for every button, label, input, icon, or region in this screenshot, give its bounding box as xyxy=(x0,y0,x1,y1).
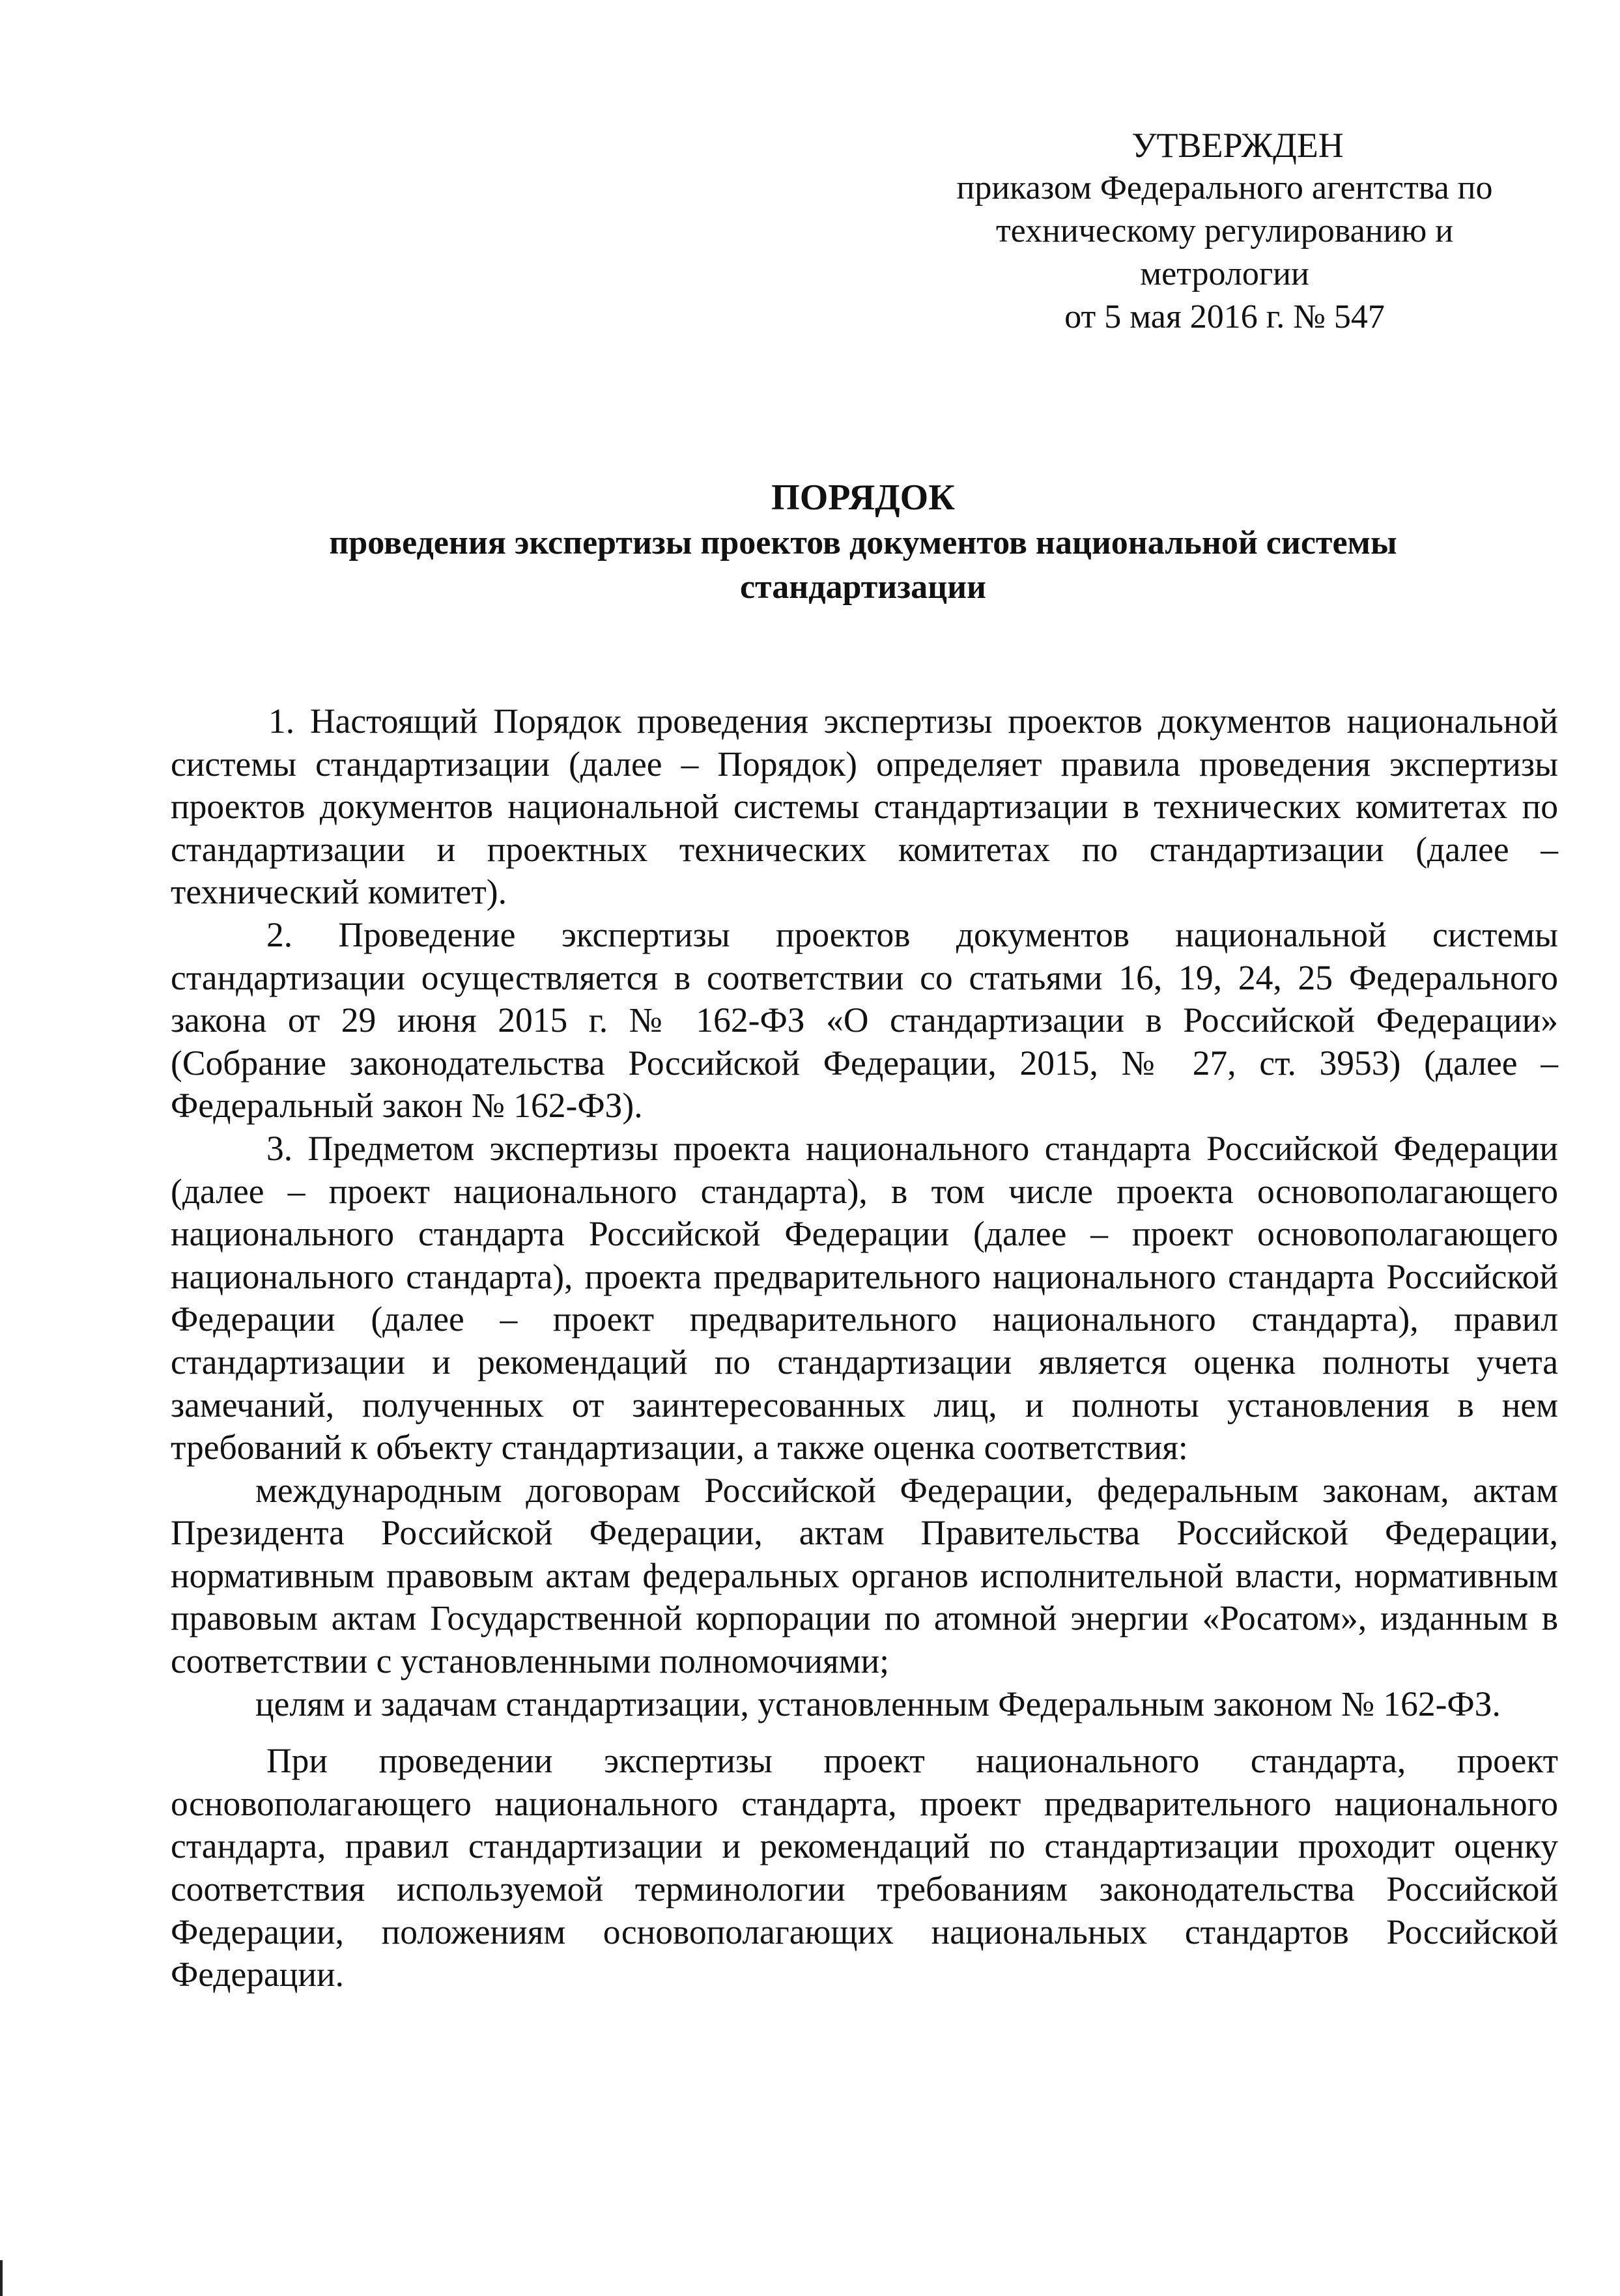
page-subtitle-line: стандартизации xyxy=(739,569,987,606)
paragraph-4: При проведении экспертизы проект национального стандарта, проект основополагающего национального стандарта, проект предварительного национального стандарта, правил стандартизации и рекомендаций по стандартизации проходит оценку соответствия используемой терминологии требованиям законодательства Российской Федерации, положениям основополагающих национальных стандартов Российской Федерации. xyxy=(171,1741,1558,1994)
paragraph-3-item-1: международным договорам Российской Федерации, федеральным законам, актам Президента Российской Федерации, актам Правительства Российской Федерации, нормативным правовым актам федеральных органов исполнительной власти, нормативным правовым актам Государственной корпорации по атомной энергии «Росатом», изданным в соответствии с установленными полномочиями; xyxy=(171,1470,1558,1681)
paragraph-2: 2. Проведение экспертизы проектов документов национальной системы стандартизации осуществляется в соответствии со статьями 16, 19, 24, 25 Федерального закона от 29 июня 2015 г. № 162-ФЗ «О стандартизации в Российской Федерации» (Собрание законодательства Российской Федерации, 2015, № 27, ст. 3953) (далее – Федеральный закон № 162-ФЗ). xyxy=(171,914,1558,1126)
paragraph-3: 3. Предметом экспертизы проекта национального стандарта Российской Федерации (далее – проект национального стандарта), в том числе проекта основополагающего национального стандарта Российской Федерации (далее – проект основополагающего национального стандарта), проекта предварительного национального стандарта Российской Федерации (далее – проект предварительного национального стандарта), правил стандартизации и рекомендаций по стандартизации является оценка полноты учета замечаний, полученных от заинтересованных лиц, и полноты установления в нем требований к объекту стандартизации, а также оценка соответствия: xyxy=(171,1128,1558,1467)
approval-line: техническому регулированию и xyxy=(995,212,1454,249)
scan-edge-mark xyxy=(0,2260,3,2296)
document-body xyxy=(171,700,1558,1996)
approval-stamp xyxy=(847,124,1602,339)
paragraph-1: 1. Настоящий Порядок проведения экспертизы проектов документов национальной системы стандартизации (далее – Порядок) определяет правила проведения экспертизы проектов документов национальной системы стандартизации в технических комитетах по стандартизации и проектных технических комитетах по стандартизации (далее – технический комитет). xyxy=(171,702,1558,912)
approval-heading: УТВЕРЖДЕН xyxy=(1131,126,1344,165)
page-title: ПОРЯДОК xyxy=(771,477,955,518)
approval-date-line: от 5 мая 2016 г. № 547 xyxy=(1064,298,1385,335)
approval-line: приказом Федерального агентства по xyxy=(956,169,1493,206)
document-title xyxy=(195,475,1531,610)
page-subtitle-line: проведения экспертизы проектов документов национальной системы xyxy=(329,524,1397,561)
paragraph-3-item-2: целям и задачам стандартизации, установленным Федеральным законом № 162-ФЗ. xyxy=(255,1684,1501,1723)
approval-line: метрологии xyxy=(1140,255,1309,292)
